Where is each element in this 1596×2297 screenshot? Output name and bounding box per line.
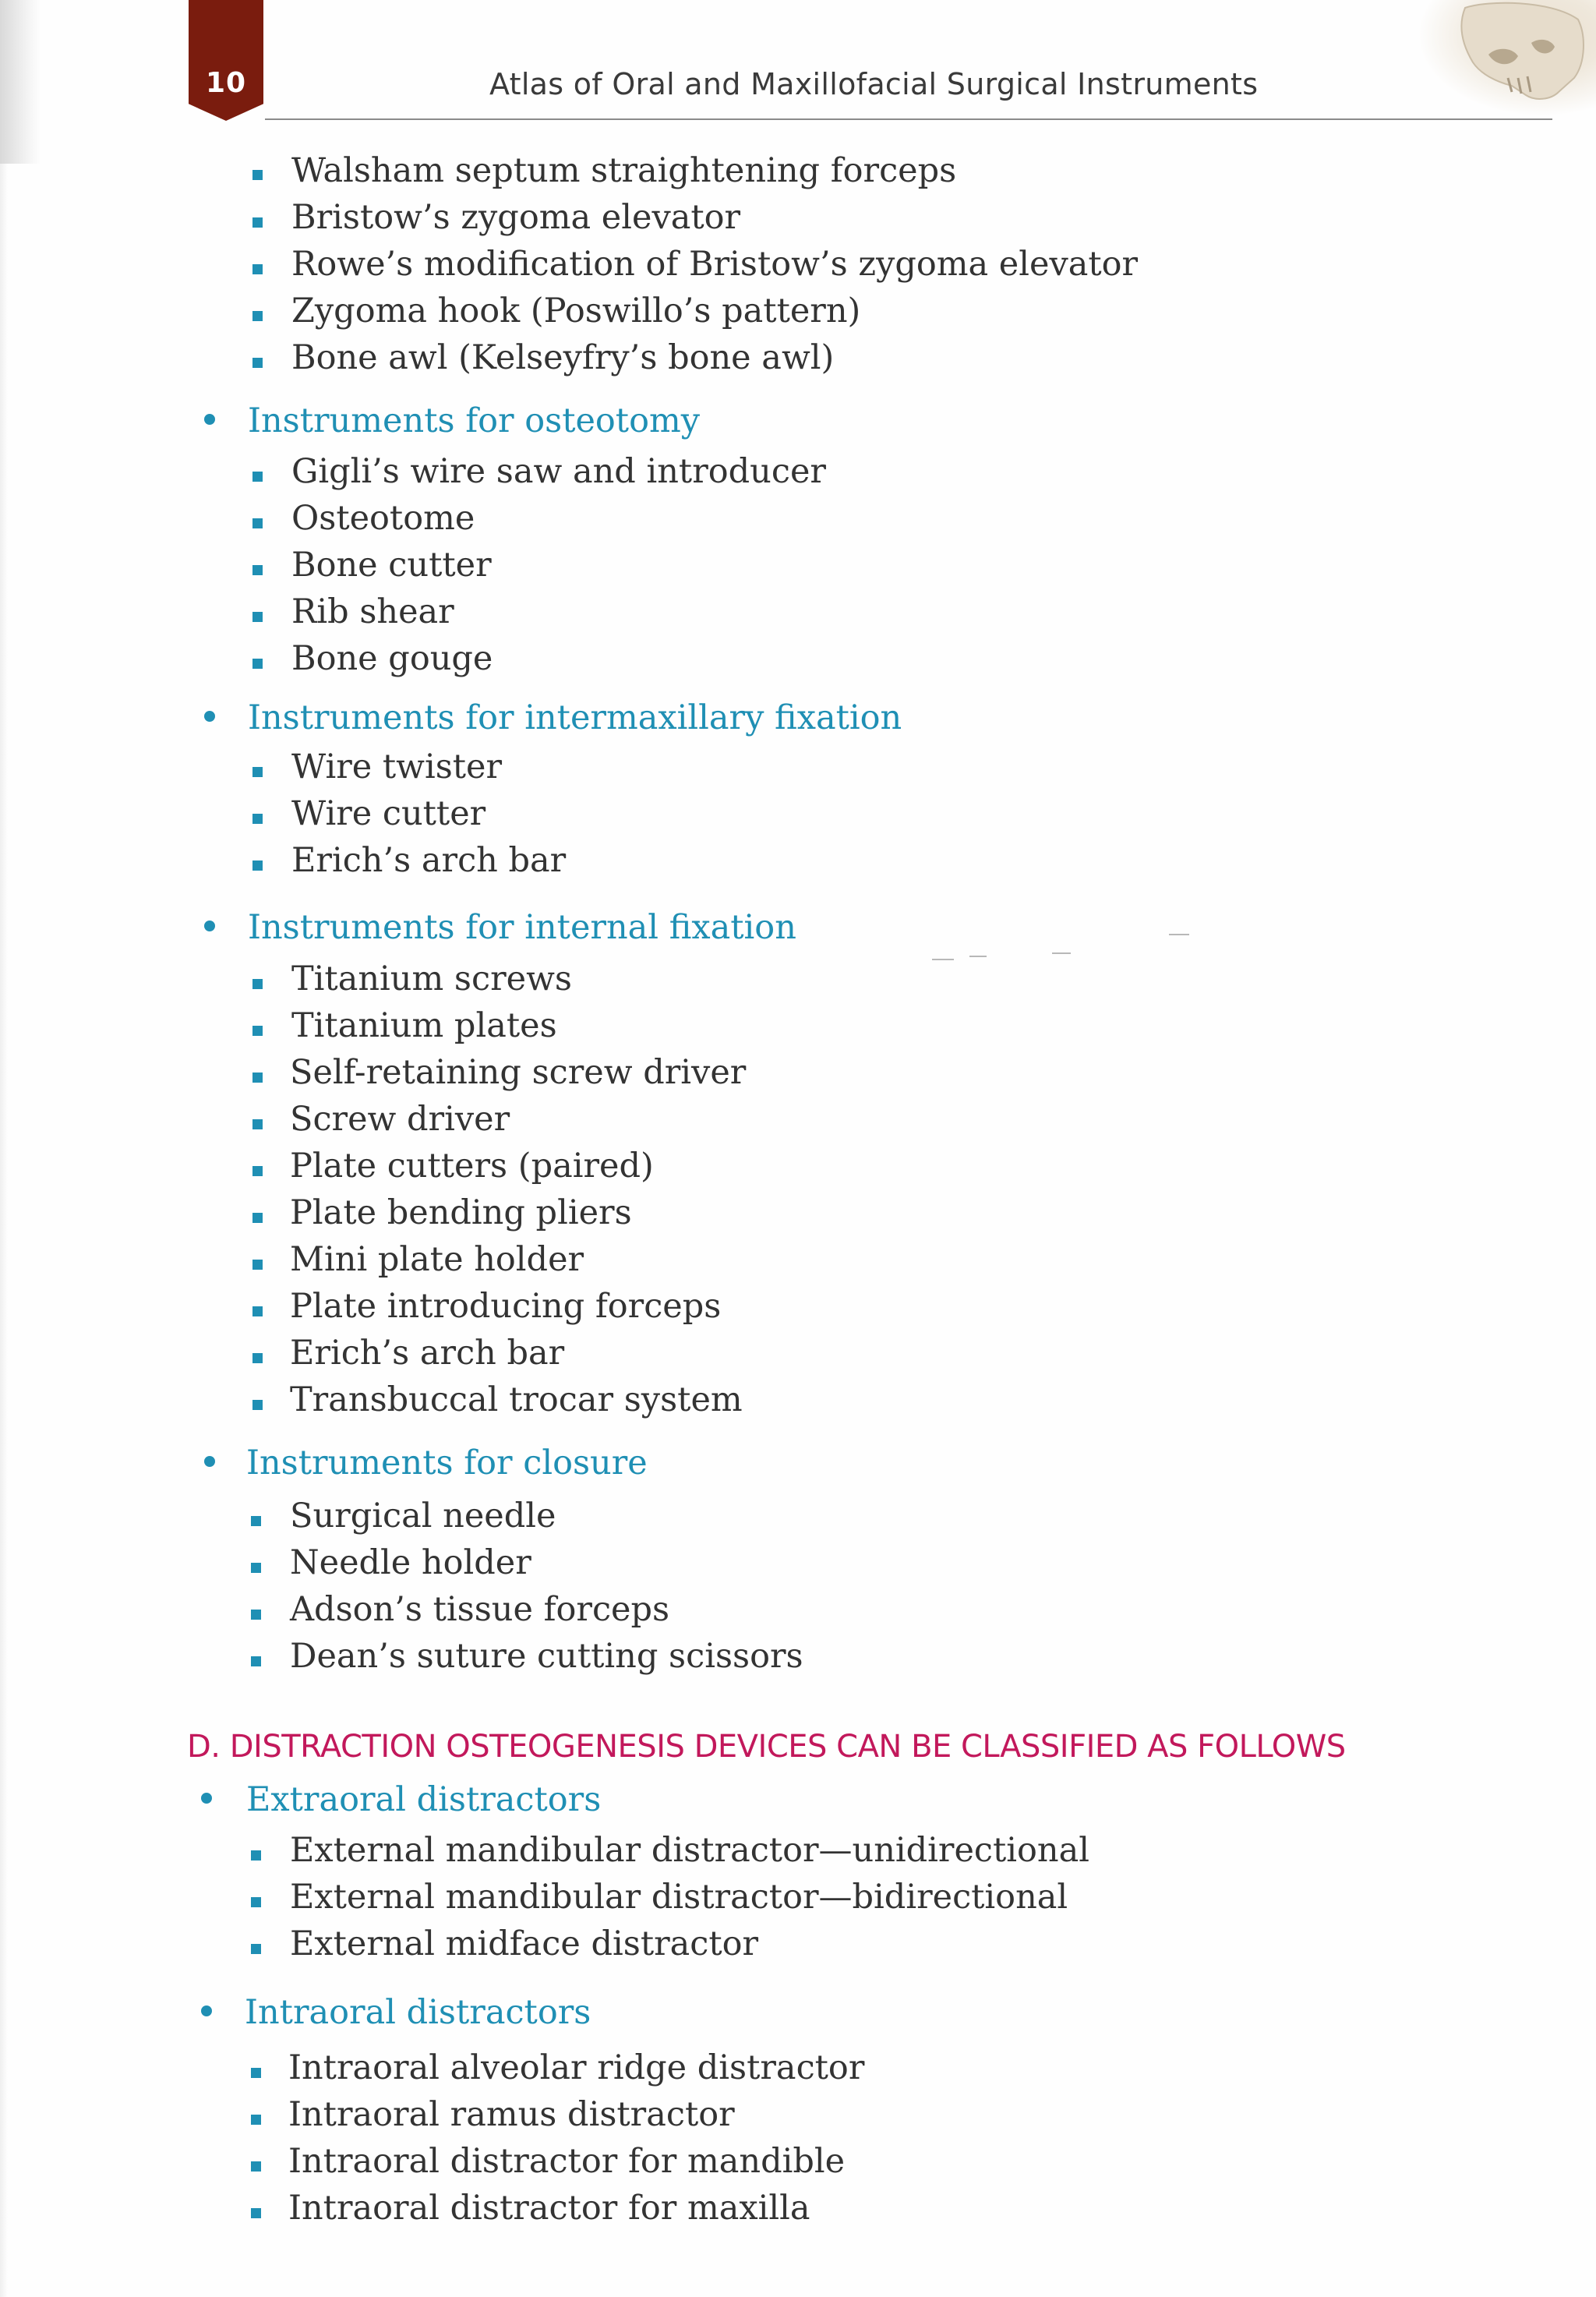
list-item-text: Self-retaining screw driver xyxy=(290,1053,747,1092)
square-bullet-icon xyxy=(251,2208,261,2218)
list-item-text: Osteotome xyxy=(291,499,475,538)
scan-mark xyxy=(1169,934,1189,935)
list-item-text: Plate bending pliers xyxy=(290,1193,632,1232)
round-bullet-icon xyxy=(204,711,215,722)
list-item-text: Wire cutter xyxy=(291,794,486,833)
list-item-text: Titanium screws xyxy=(291,959,572,998)
square-bullet-icon xyxy=(251,1516,261,1526)
square-bullet-icon xyxy=(252,979,263,989)
list-item-text: Intraoral ramus distractor xyxy=(288,2095,735,2134)
list-item-text: Needle holder xyxy=(290,1543,531,1582)
group-title: Instruments for closure xyxy=(246,1444,648,1482)
list-item-text: Erich’s arch bar xyxy=(291,841,567,880)
square-bullet-icon xyxy=(252,860,263,871)
square-bullet-icon xyxy=(252,1166,263,1176)
square-bullet-icon xyxy=(251,1944,261,1954)
list-item-text: Bone gouge xyxy=(291,639,493,678)
square-bullet-icon xyxy=(251,2115,261,2125)
list-item-text: Titanium plates xyxy=(291,1006,557,1045)
round-bullet-icon xyxy=(204,1456,215,1467)
square-bullet-icon xyxy=(252,170,263,180)
list-item-text: Gigli’s wire saw and introducer xyxy=(291,452,826,491)
list-item-text: Screw driver xyxy=(290,1100,510,1139)
square-bullet-icon xyxy=(251,1850,261,1861)
square-bullet-icon xyxy=(252,472,263,482)
square-bullet-icon xyxy=(252,311,263,321)
list-item-text: Transbuccal trocar system xyxy=(290,1380,743,1419)
square-bullet-icon xyxy=(252,1026,263,1036)
list-item-text: Plate cutters (paired) xyxy=(290,1147,654,1186)
list-item-text: Intraoral alveolar ridge distractor xyxy=(288,2048,865,2087)
list-item-text: Walsham septum straightening forceps xyxy=(291,151,957,190)
square-bullet-icon xyxy=(252,1400,263,1410)
group-title: Instruments for internal fixation xyxy=(248,908,796,947)
square-bullet-icon xyxy=(252,1213,263,1223)
square-bullet-icon xyxy=(252,1260,263,1270)
list-item-text: Surgical needle xyxy=(290,1497,556,1535)
round-bullet-icon xyxy=(204,414,215,425)
square-bullet-icon xyxy=(252,358,263,368)
square-bullet-icon xyxy=(252,814,263,824)
list-item-text: Erich’s arch bar xyxy=(290,1334,565,1373)
scan-mark xyxy=(1052,952,1071,954)
list-item-text: Dean’s suture cutting scissors xyxy=(290,1637,803,1676)
square-bullet-icon xyxy=(251,1897,261,1907)
square-bullet-icon xyxy=(251,1563,261,1573)
square-bullet-icon xyxy=(252,1073,263,1083)
square-bullet-icon xyxy=(252,612,263,622)
square-bullet-icon xyxy=(251,2161,261,2172)
square-bullet-icon xyxy=(251,1610,261,1620)
list-item-text: Wire twister xyxy=(291,747,503,786)
group-title: Intraoral distractors xyxy=(245,1993,591,2032)
square-bullet-icon xyxy=(252,217,263,228)
list-item-text: Rowe’s modification of Bristow’s zygoma elevator xyxy=(291,245,1139,284)
round-bullet-icon xyxy=(201,1793,212,1804)
list-item-text: Intraoral distractor for maxilla xyxy=(288,2189,810,2228)
list-item-text: Bristow’s zygoma elevator xyxy=(291,198,741,237)
square-bullet-icon xyxy=(252,1353,263,1363)
group-title: Instruments for osteotomy xyxy=(248,401,701,440)
running-title: Atlas of Oral and Maxillofacial Surgical Instruments xyxy=(489,67,1259,101)
square-bullet-icon xyxy=(252,1119,263,1129)
list-item-text: Adson’s tissue forceps xyxy=(290,1590,670,1629)
square-bullet-icon xyxy=(252,518,263,528)
square-bullet-icon xyxy=(252,565,263,575)
square-bullet-icon xyxy=(252,767,263,777)
list-item-text: Bone cutter xyxy=(291,546,492,585)
square-bullet-icon xyxy=(251,2068,261,2078)
list-item-text: External midface distractor xyxy=(290,1924,759,1963)
square-bullet-icon xyxy=(251,1656,261,1666)
page-number: 10 xyxy=(205,67,247,99)
list-item-text: Bone awl (Kelseyfry’s bone awl) xyxy=(291,338,835,377)
list-item-text: Mini plate holder xyxy=(290,1240,584,1279)
group-title: Instruments for intermaxillary fixation xyxy=(248,698,902,737)
list-item-text: Rib shear xyxy=(291,592,454,631)
list-item-text: Zygoma hook (Poswillo’s pattern) xyxy=(291,292,861,330)
list-item-text: Plate introducing forceps xyxy=(290,1287,722,1326)
round-bullet-icon xyxy=(204,921,215,931)
list-item-text: Intraoral distractor for mandible xyxy=(288,2142,846,2181)
square-bullet-icon xyxy=(252,659,263,669)
list-item-text: External mandibular distractor—bidirectional xyxy=(290,1878,1068,1917)
scan-mark xyxy=(932,959,954,960)
group-title: Extraoral distractors xyxy=(246,1780,602,1819)
square-bullet-icon xyxy=(252,264,263,274)
list-item-text: External mandibular distractor—unidirectional xyxy=(290,1831,1090,1870)
scan-mark xyxy=(969,956,987,957)
section-heading: D. DISTRACTION OSTEOGENESIS DEVICES CAN BE CLASSIFIED AS FOLLOWS xyxy=(187,1729,1346,1765)
round-bullet-icon xyxy=(201,2005,212,2016)
square-bullet-icon xyxy=(252,1306,263,1316)
